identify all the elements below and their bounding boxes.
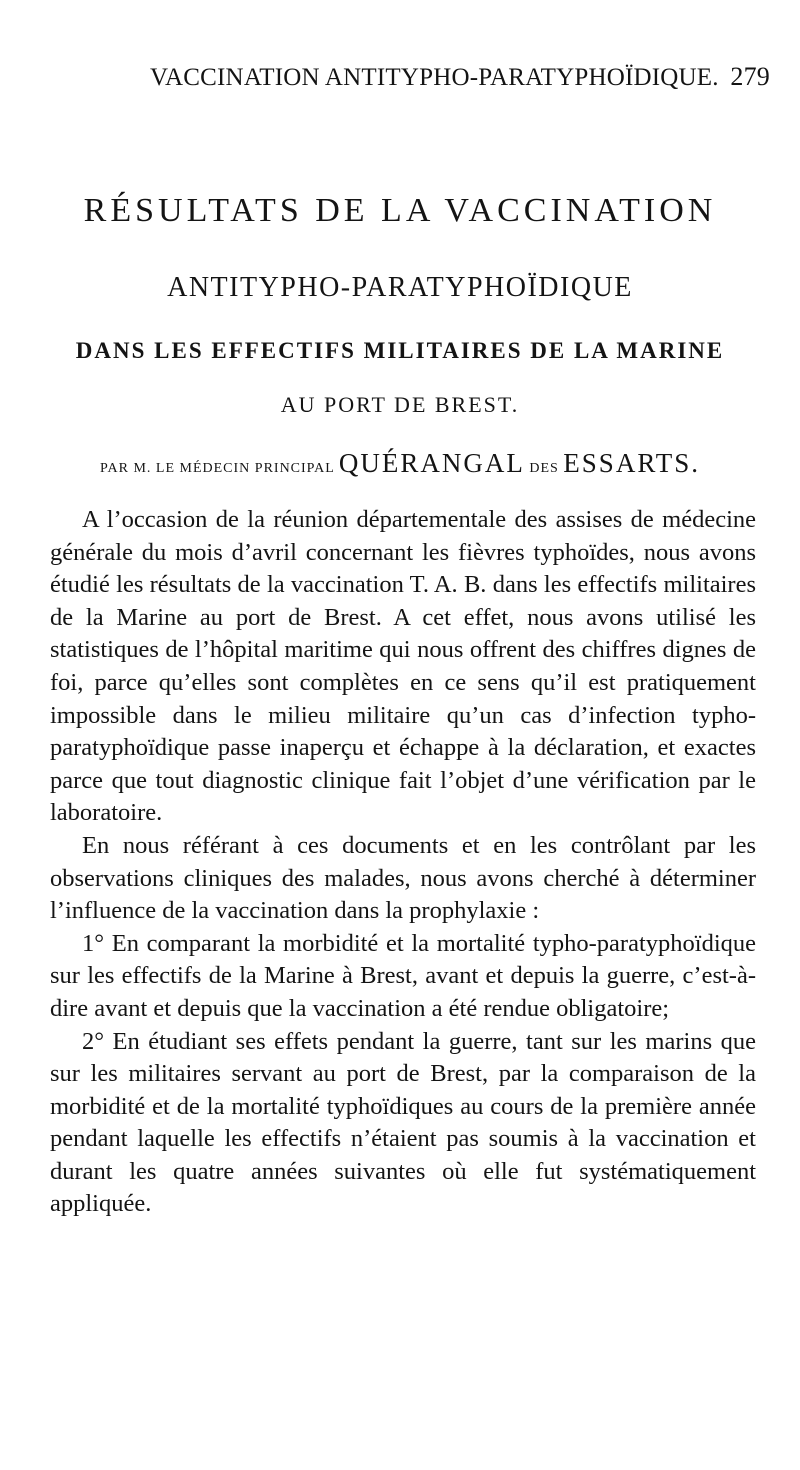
page-number: 279 [730, 62, 770, 91]
byline-prefix: PAR M. LE MÉDECIN PRINCIPAL [100, 461, 335, 476]
body-text [50, 504, 756, 1221]
paragraph: 2° En étudiant ses effets pendant la guerre, tant sur les marins que sur les militaires servant au port de Brest, par la comparaison de la morbidité et de la mortalité typhoïdiques au cours de la première année pendant laquelle les effectifs n’étaient pas soumis à la vaccination et durant les quatre années suivantes où elle fut systématiquement appliquée. [50, 1027, 756, 1218]
running-head [150, 62, 770, 92]
article-title-line-3: DANS LES EFFECTIFS MILITAIRES DE LA MARINE [75, 338, 725, 363]
paragraph: 1° En comparant la morbidité et la mortalité typho-paratyphoïdique sur les effectifs de la Marine à Brest, avant et depuis la guerre, c’est-à-dire avant et depuis que la vaccination a été rendue obligatoire; [50, 929, 756, 1022]
author-name-2: ESSARTS. [563, 448, 700, 478]
running-head-title: VACCINATION ANTITYPHO-PARATYPHOÏDIQUE. [150, 64, 719, 91]
byline-particle: DES [529, 461, 559, 476]
author-byline [0, 448, 800, 479]
paragraph: En nous référant à ces documents et en les contrôlant par les observations cliniques des malades, nous avons cherché à déterminer l’influence de la vaccination dans la prophylaxie : [50, 831, 756, 925]
article-title-line-2: ANTITYPHO-PARATYPHOÏDIQUE [167, 272, 633, 303]
author-name: QUÉRANGAL [338, 448, 525, 478]
article-title-line-4: AU PORT DE BREST. [280, 392, 520, 417]
paragraph: A l’occasion de la réunion départementale des assises de médecine générale du mois d’avril concernant les fièvres typhoïdes, nous avons étudié les résultats de la vaccination T. A. B. dans les effectifs militaires de la Marine au port de Brest. A cet effet, nous avons utilisé les statistiques de l’hôpital maritime qui nous offrent des chiffres dignes de foi, parce qu’elles sont complètes en ce sens qu’il est pratiquement impossible dans le milieu militaire qu’un cas d’infection typho-paratyphoïdique passe inaperçu et échappe à la déclaration, et exactes parce que tout diagnostic clinique fait l’objet d’une vérification par le laboratoire. [50, 506, 756, 827]
article-title-line-1: RÉSULTATS DE LA VACCINATION [83, 192, 717, 229]
